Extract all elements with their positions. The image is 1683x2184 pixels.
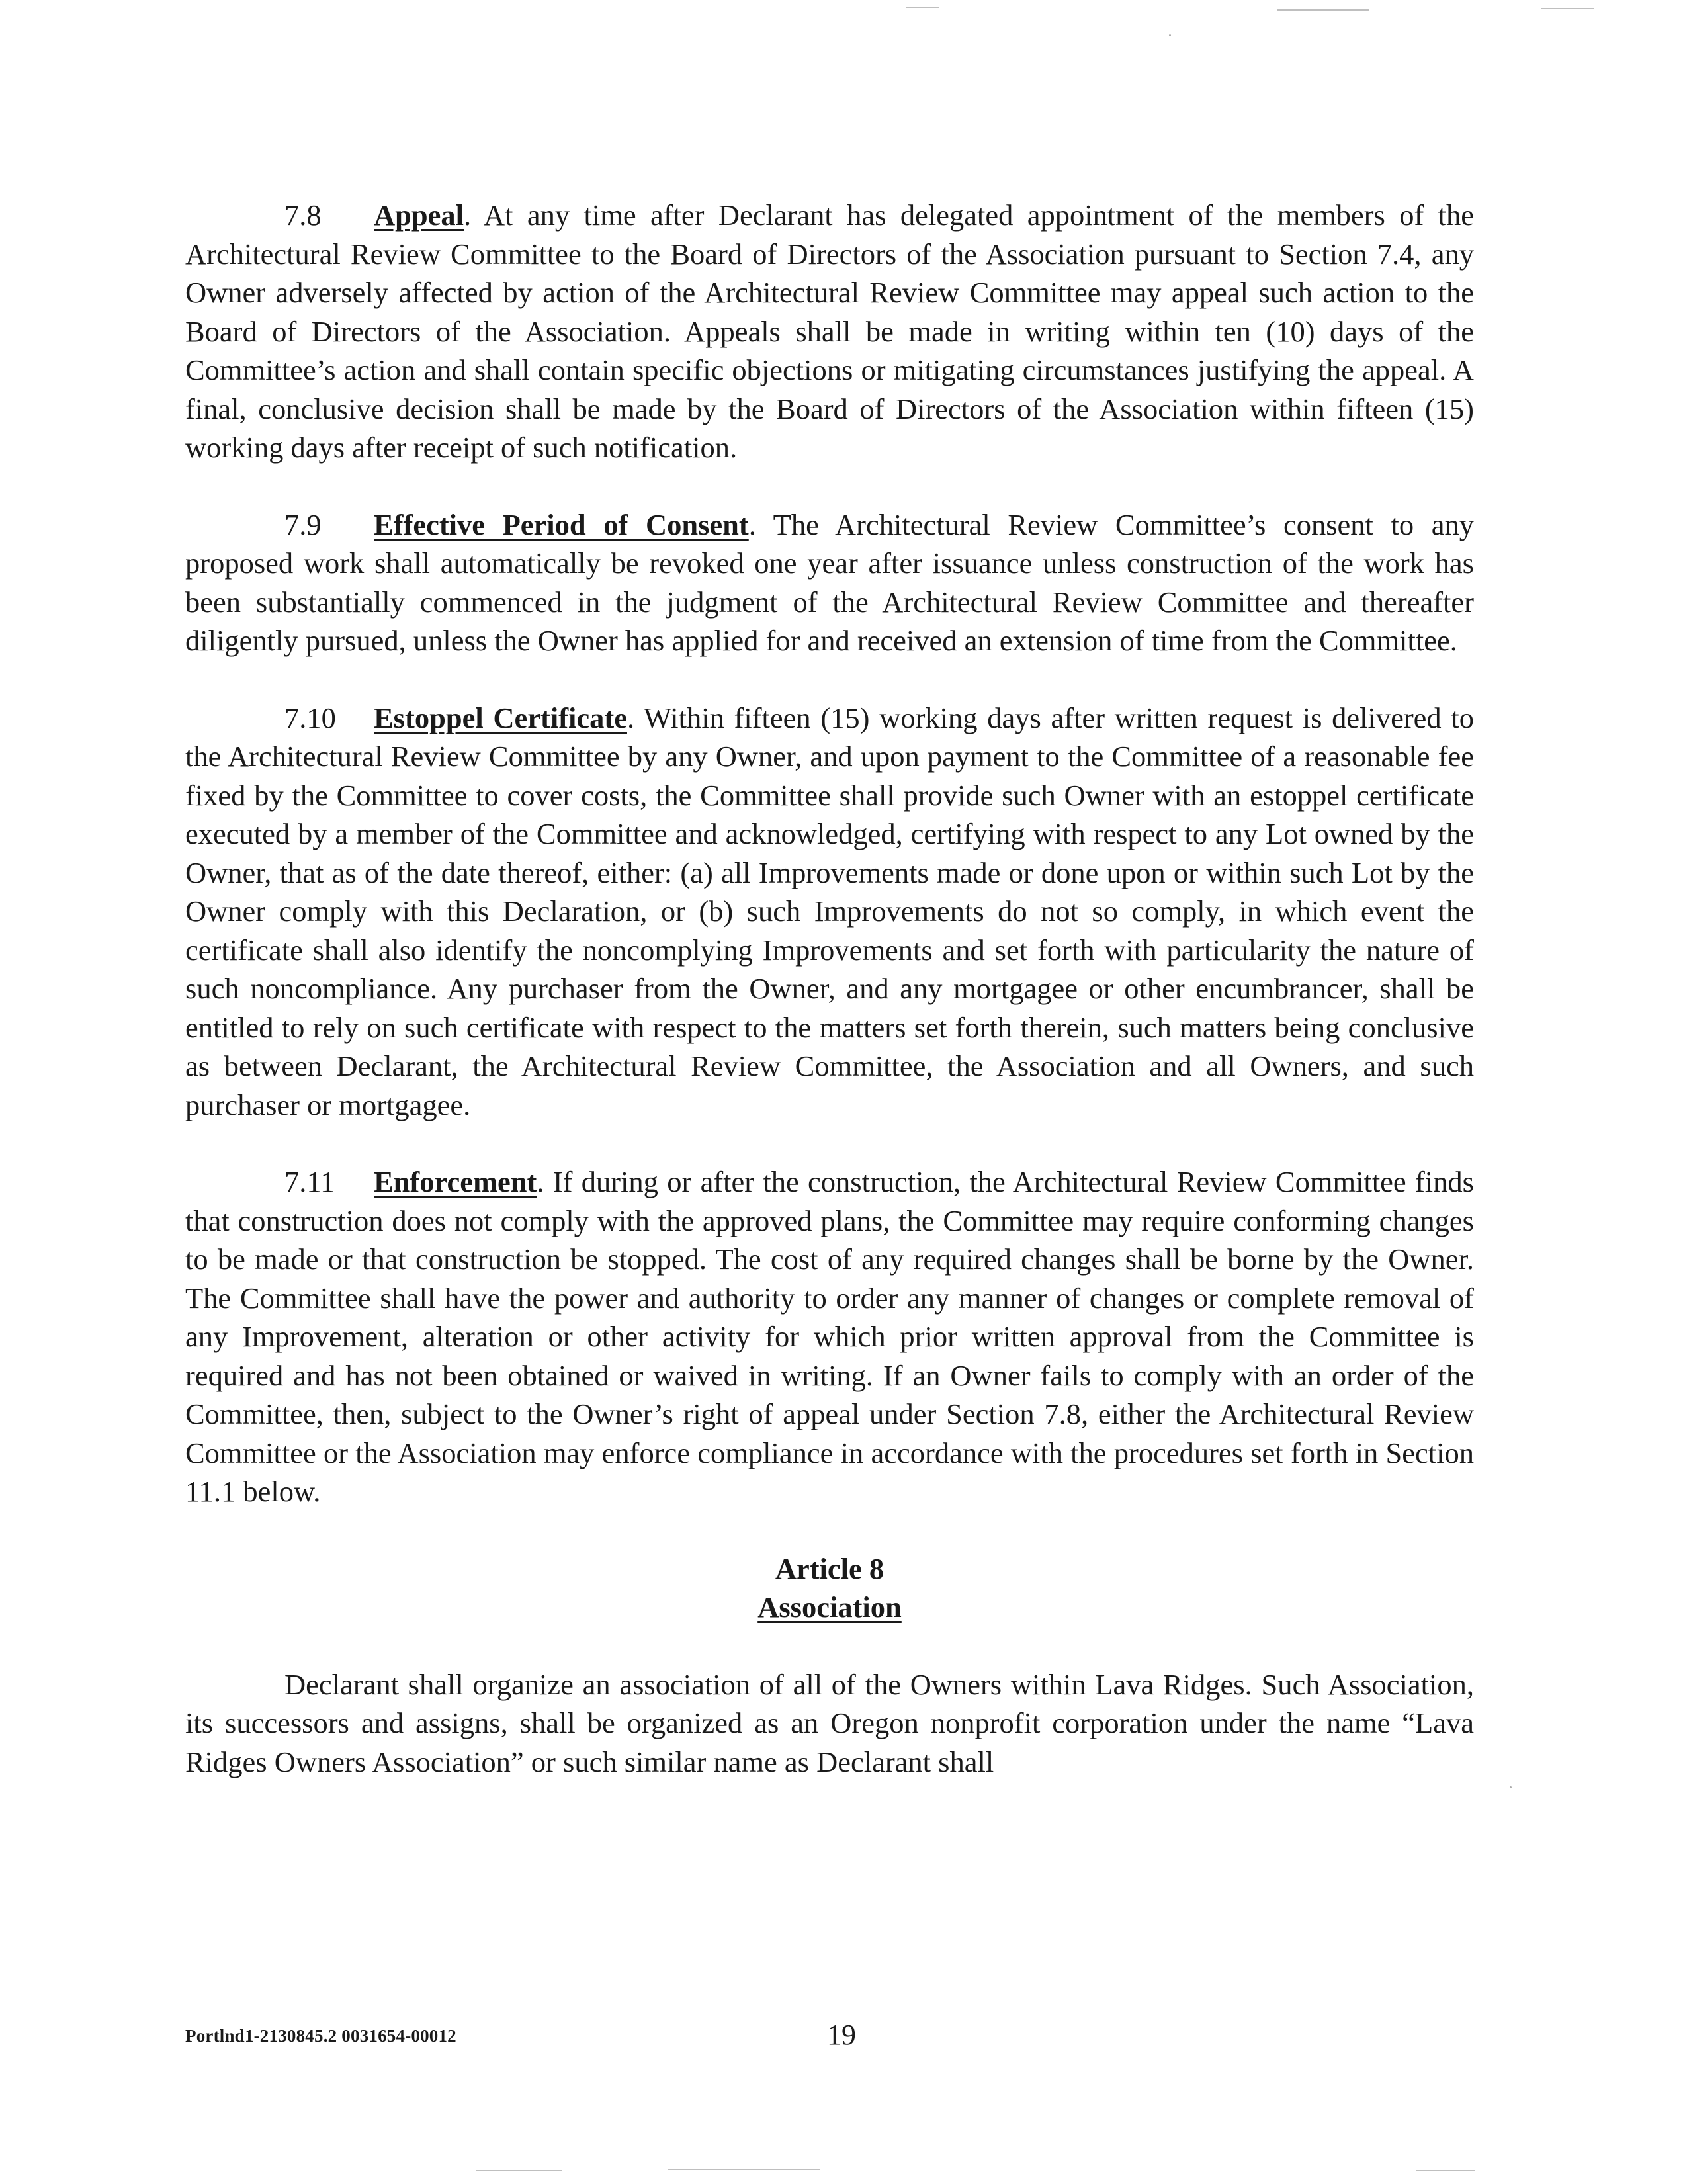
- scan-speck: [1169, 34, 1171, 36]
- section-number: 7.10: [284, 701, 336, 734]
- scan-speck: [1510, 1786, 1512, 1788]
- section-title: Appeal: [374, 198, 464, 232]
- section-title-punct: .: [748, 507, 756, 541]
- article-paragraph: Declarant shall organize an association of all of the Owners within Lava Ridges. Such Association, its successors and assigns, shall be organized as an Oregon nonprofit corporation under the name “Lava Ridges Owners Association” or such similar name as Declarant shall: [185, 1667, 1474, 1778]
- section-7-10: [185, 699, 1474, 1125]
- section-text: Within fifteen (15) working days after written request is delivered to the Architectural Review Committee by any Owner, and upon payment to the Committee of a reasonable fee fixed by the Committee to cover costs, the Committee shall provide such Owner with an estoppel certificate executed by a member of the Committee and acknowledged, certifying with respect to any Lot owned by the Owner, that as of the date thereof, either: (a) all Improvements made or done upon or within such Lot by the Owner comply with this Declaration, or (b) such Improvements do not so comply, in which event the certificate shall also identify the noncomplying Improvements and set forth with particularity the nature of such noncompliance. Any purchaser from the Owner, and any mortgagee or other encumbrancer, shall be entitled to rely on such certificate with respect to the matters set forth therein, such matters being conclusive as between Declarant, the Architectural Review Committee, the Association and all Owners, and such purchaser or mortgagee.: [185, 701, 1474, 1121]
- section-paragraph: [185, 505, 1474, 660]
- section-paragraph: [185, 1162, 1474, 1511]
- scan-edge-bottom-3: [1416, 2170, 1475, 2171]
- section-paragraph: [185, 196, 1474, 467]
- section-title-punct: .: [537, 1165, 544, 1198]
- document-body: [185, 196, 1474, 1819]
- section-title: Enforcement: [374, 1165, 537, 1198]
- scan-edge-bottom-2: [476, 2170, 562, 2171]
- scan-edge-bottom-1: [668, 2169, 820, 2170]
- footer-page-number: 19: [827, 2019, 856, 2051]
- section-text: At any time after Declarant has delegated appointment of the members of the Architectural Review Committee to the Board of Directors of the Association pursuant to Section 7.4, any Owner adversely affected by action of the Architectural Review Committee may appeal such action to the Board of Directors of the Association. Appeals shall be made in writing within ten (10) days of the Committee’s action and shall contain specific objections or mitigating circumstances justifying the appeal. A final, conclusive decision shall be made by the Board of Directors of the Association within fifteen (15) working days after receipt of such notification.: [185, 198, 1474, 464]
- section-text: The Architectural Review Committee’s consent to any proposed work shall automatically be revoked one year after issuance unless construction of the work has been substantially commenced in the judgment of the Architectural Review Committee and thereafter diligently pursued, unless the Owner has applied for and received an extension of time from the Committee.: [185, 507, 1474, 657]
- section-title-punct: .: [464, 198, 472, 232]
- scan-edge-top-1: [1277, 9, 1369, 11]
- section-7-9: [185, 505, 1474, 660]
- article-label: Article 8: [775, 1551, 885, 1585]
- section-text: If during or after the construction, the Architectural Review Committee finds that construction does not comply with the approved plans, the Committee may require conforming changes to be made or that construction be stopped. The cost of any required changes shall be borne by the Owner. The Committee shall have the power and authority to order any manner of changes or complete removal of any Improvement, alteration or other activity for which prior written approval from the Committee is required and has not been obtained or waived in writing. If an Owner fails to comply with an order of the Committee, then, subject to the Owner’s right of appeal under Section 7.8, either the Architectural Review Committee or the Association may enforce compliance in accordance with the procedures set forth in Section 11.1 below.: [185, 1165, 1474, 1508]
- section-title: Estoppel Certificate: [374, 701, 627, 734]
- article-8-heading: [185, 1550, 1474, 1627]
- footer-document-id: Portlnd1-2130845.2 0031654-00012: [185, 2026, 456, 2046]
- scan-edge-top-3: [1541, 8, 1594, 9]
- section-7-11: [185, 1162, 1474, 1511]
- article-8-body: [185, 1665, 1474, 1782]
- section-number: 7.11: [284, 1165, 335, 1198]
- section-number: 7.8: [284, 198, 322, 232]
- section-paragraph: [185, 699, 1474, 1125]
- section-number: 7.9: [284, 507, 322, 541]
- section-title: Effective Period of Consent: [374, 507, 749, 541]
- section-title-punct: .: [626, 701, 635, 734]
- article-title-line: [185, 1588, 1474, 1627]
- scan-edge-top-2: [906, 7, 939, 8]
- section-7-8: [185, 196, 1474, 467]
- article-title: Association: [757, 1591, 902, 1624]
